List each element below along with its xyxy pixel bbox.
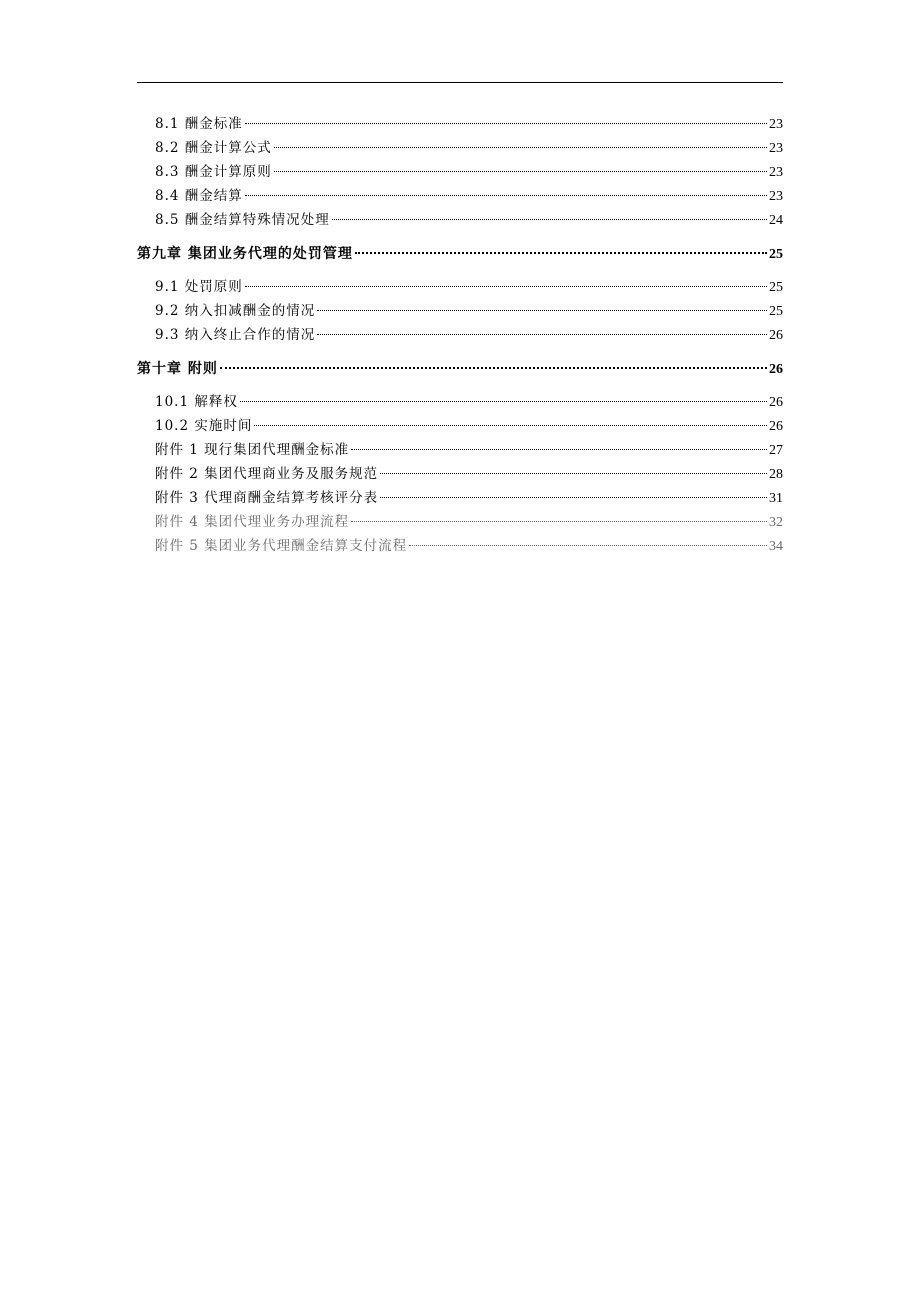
toc-entry-page: 34 <box>769 539 783 554</box>
toc-chapter-page: 26 <box>769 362 783 377</box>
toc-entry-9-2[interactable] <box>137 299 783 323</box>
toc-entry-9-3[interactable] <box>137 323 783 347</box>
toc-entry-appendix-2[interactable] <box>137 462 783 486</box>
toc-leader-dots <box>317 334 767 335</box>
toc-entry-page: 23 <box>769 189 783 204</box>
toc-entry-page: 26 <box>769 328 783 343</box>
toc-entry-appendix-3[interactable] <box>137 486 783 510</box>
toc-leader-dots <box>409 545 767 546</box>
toc-entry-label: 附件 2 集团代理商业务及服务规范 <box>155 466 379 482</box>
toc-leader-dots <box>380 473 767 474</box>
toc-entry-page: 28 <box>769 467 783 482</box>
toc-entry-appendix-1[interactable] <box>137 438 783 462</box>
toc-entry-page: 26 <box>769 395 783 410</box>
toc-entry-label: 附件 5 集团业务代理酬金结算支付流程 <box>155 538 408 554</box>
toc-entry-label: 9.2 纳入扣减酬金的情况 <box>155 303 316 319</box>
toc-entry-page: 25 <box>769 280 783 295</box>
toc-leader-dots <box>274 147 767 148</box>
toc-entry-label: 附件 1 现行集团代理酬金标准 <box>155 442 350 458</box>
toc-entry-label: 9.1 处罚原则 <box>155 279 243 295</box>
toc-leader-dots <box>240 401 767 402</box>
toc-entry-8-4[interactable] <box>137 184 783 208</box>
toc-entry-page: 24 <box>769 213 783 228</box>
toc-leader-dots <box>355 252 767 254</box>
toc-leader-dots <box>274 171 767 172</box>
toc-entry-label: 8.1 酬金标准 <box>155 116 243 132</box>
toc-leader-dots <box>245 195 767 196</box>
toc-entry-page: 26 <box>769 419 783 434</box>
toc-chapter-page: 25 <box>769 247 783 262</box>
toc-entry-9-1[interactable] <box>137 275 783 299</box>
toc-entry-page: 27 <box>769 443 783 458</box>
toc-entry-label: 10.1 解释权 <box>155 394 238 410</box>
header-rule <box>137 82 783 83</box>
toc-entry-label: 8.4 酬金结算 <box>155 188 243 204</box>
toc-entry-10-2[interactable] <box>137 414 783 438</box>
toc-entry-page: 23 <box>769 165 783 180</box>
toc-leader-dots <box>254 425 767 426</box>
toc-entry-label: 8.5 酬金结算特殊情况处理 <box>155 212 330 228</box>
toc-entry-page: 23 <box>769 141 783 156</box>
toc-entry-page: 31 <box>769 491 783 506</box>
toc-chapter-label: 第十章 附则 <box>137 361 218 377</box>
toc-entry-appendix-5[interactable] <box>137 534 783 558</box>
toc-leader-dots <box>317 310 767 311</box>
toc-entry-10-1[interactable] <box>137 390 783 414</box>
toc-entry-label: 8.2 酬金计算公式 <box>155 140 272 156</box>
toc-entry-8-5[interactable] <box>137 208 783 232</box>
toc-leader-dots <box>351 449 767 450</box>
toc-leader-dots <box>380 497 767 498</box>
toc-entry-8-2[interactable] <box>137 136 783 160</box>
toc-entry-label: 8.3 酬金计算原则 <box>155 164 272 180</box>
toc-chapter-label: 第九章 集团业务代理的处罚管理 <box>137 246 353 262</box>
toc-entry-label: 附件 3 代理商酬金结算考核评分表 <box>155 490 379 506</box>
toc-leader-dots <box>332 219 767 220</box>
toc-entry-page: 25 <box>769 304 783 319</box>
toc-leader-dots <box>220 367 767 369</box>
toc-entry-appendix-4[interactable] <box>137 510 783 534</box>
toc-leader-dots <box>245 123 767 124</box>
toc-entry-page: 32 <box>769 515 783 530</box>
toc-leader-dots <box>245 286 767 287</box>
toc-entry-label: 附件 4 集团代理业务办理流程 <box>155 514 350 530</box>
toc-leader-dots <box>351 521 767 522</box>
toc-entry-8-1[interactable] <box>137 112 783 136</box>
toc-entry-label: 10.2 实施时间 <box>155 418 253 434</box>
table-of-contents <box>137 112 783 558</box>
toc-chapter-9[interactable] <box>137 242 783 266</box>
toc-chapter-10[interactable] <box>137 357 783 381</box>
toc-entry-8-3[interactable] <box>137 160 783 184</box>
toc-entry-page: 23 <box>769 117 783 132</box>
toc-entry-label: 9.3 纳入终止合作的情况 <box>155 327 316 343</box>
